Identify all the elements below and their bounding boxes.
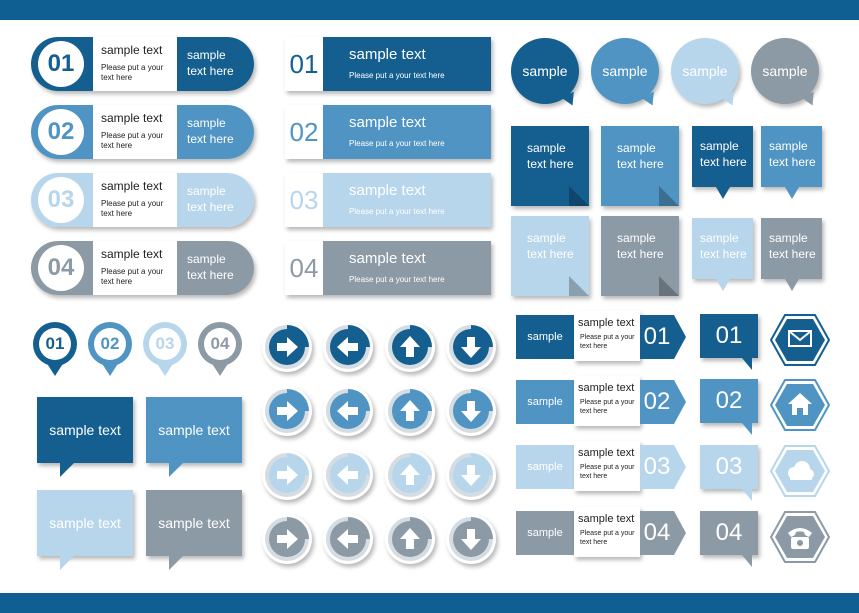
pill-subtext: Please put a your text here (101, 63, 164, 82)
speech-box-tail (60, 463, 74, 477)
ribbon-tag: sample (516, 315, 574, 359)
pill-title: sample text (101, 43, 163, 57)
pin-03[interactable] (143, 322, 187, 366)
arrow-core (453, 393, 489, 429)
number-box-tail (742, 358, 752, 370)
arrow-left-icon (335, 398, 361, 424)
rect-header-subtext: Please put a your text here (349, 139, 445, 148)
square-callout-04[interactable] (761, 218, 822, 279)
arrow-core (453, 329, 489, 365)
cloud-icon[interactable] (770, 445, 830, 497)
arrow-button[interactable] (385, 386, 435, 436)
arrow-button[interactable] (446, 322, 496, 372)
pill-label-03[interactable] (31, 173, 254, 227)
ribbon-number: 04 (640, 511, 674, 555)
ribbon-subtext: Please put a your text here (580, 399, 635, 415)
rect-header-04[interactable] (285, 241, 491, 295)
arrow-up-icon (397, 462, 423, 488)
arrow-core (269, 329, 305, 365)
number-box-tail (742, 555, 752, 567)
pill-label-04[interactable] (31, 241, 254, 295)
callout-text: sample text here (769, 139, 816, 169)
arrow-button[interactable] (446, 386, 496, 436)
rect-header-subtext: Please put a your text here (349, 71, 445, 80)
arrow-button[interactable] (323, 450, 373, 500)
callout-tail (716, 187, 730, 199)
ribbon-number: 03 (640, 445, 674, 489)
pill-title: sample text (101, 111, 163, 125)
ribbon-arrow (674, 511, 686, 555)
arrow-button[interactable] (323, 514, 373, 564)
pin-number: 04 (204, 328, 236, 360)
arrow-right-icon (274, 526, 300, 552)
callout-text: sample text here (700, 231, 747, 261)
arrow-up-icon (397, 526, 423, 552)
number-box-tail (742, 423, 752, 435)
ribbon-label-01[interactable] (516, 315, 686, 359)
pin-number: 03 (149, 328, 181, 360)
pill-subtext: Please put a your text here (101, 131, 164, 150)
folded-note-01[interactable] (511, 126, 589, 206)
arrow-core (453, 457, 489, 493)
arrow-left-icon (335, 462, 361, 488)
number-box-04[interactable]: 04 (700, 511, 758, 555)
pill-label-01[interactable] (31, 37, 254, 91)
rect-header-title: sample text (349, 182, 426, 199)
arrow-core (330, 457, 366, 493)
pill-subtext: Please put a your text here (101, 267, 164, 286)
rect-header-number: 03 (285, 173, 323, 227)
note-text: sample text here (527, 231, 574, 261)
arrow-button[interactable] (262, 386, 312, 436)
ribbon-label-04[interactable] (516, 511, 686, 555)
arrow-core (392, 457, 428, 493)
square-callout-01[interactable] (692, 126, 753, 187)
arrow-button[interactable] (385, 450, 435, 500)
arrow-core (269, 393, 305, 429)
arrow-right-icon (274, 462, 300, 488)
pill-title: sample text (101, 247, 163, 261)
rect-header-01[interactable] (285, 37, 491, 91)
ribbon-subtext: Please put a your text here (580, 464, 635, 480)
rect-header-number: 01 (285, 37, 323, 91)
pill-number: 02 (47, 118, 75, 145)
arrow-button[interactable] (385, 514, 435, 564)
callout-tail (785, 187, 799, 199)
rect-header-subtext: Please put a your text here (349, 275, 445, 284)
arrow-left-icon (335, 526, 361, 552)
number-box-03[interactable]: 03 (700, 445, 758, 489)
rect-header-number: 04 (285, 241, 323, 295)
folded-note-03[interactable] (511, 216, 589, 296)
pin-04[interactable] (198, 322, 242, 366)
ribbon-number: 02 (640, 380, 674, 424)
number-box-tail (742, 489, 752, 501)
arrow-button[interactable] (262, 514, 312, 564)
arrow-down-icon (458, 334, 484, 360)
ribbon-tag: sample (516, 380, 574, 424)
speech-box-01[interactable]: sample text (37, 397, 133, 463)
speech-box-04[interactable]: sample text (146, 490, 242, 556)
arrow-core (269, 457, 305, 493)
speech-box-tail (169, 463, 183, 477)
arrow-button[interactable] (262, 322, 312, 372)
arrow-button[interactable] (323, 386, 373, 436)
arrow-left-icon (335, 334, 361, 360)
arrow-core (453, 521, 489, 557)
pill-right-text: sample text here (187, 116, 234, 146)
square-callout-03[interactable] (692, 218, 753, 279)
arrow-down-icon (458, 462, 484, 488)
pill-title: sample text (101, 179, 163, 193)
arrow-core (392, 329, 428, 365)
ribbon-title: sample text (578, 513, 635, 525)
arrow-core (330, 329, 366, 365)
note-text: sample text here (617, 231, 664, 261)
pill-subtext: Please put a your text here (101, 199, 164, 218)
arrow-button[interactable] (446, 514, 496, 564)
speech-box-02[interactable]: sample text (146, 397, 242, 463)
arrow-right-icon (274, 334, 300, 360)
arrow-core (392, 393, 428, 429)
number-box-01[interactable]: 01 (700, 314, 758, 358)
ribbon-label-02[interactable] (516, 380, 686, 424)
square-callout-02[interactable] (761, 126, 822, 187)
ribbon-subtext: Please put a your text here (580, 530, 635, 546)
arrow-button[interactable] (446, 450, 496, 500)
pill-right-text: sample text here (187, 184, 234, 214)
ribbon-title: sample text (578, 317, 635, 329)
ribbon-number: 01 (640, 315, 674, 359)
callout-tail (716, 279, 730, 291)
rect-header-title: sample text (349, 46, 426, 63)
arrow-right-icon (274, 398, 300, 424)
ribbon-tag: sample (516, 511, 574, 555)
note-text: sample text here (617, 141, 664, 171)
speech-bubble-02[interactable]: sample (591, 38, 659, 104)
rect-header-subtext: Please put a your text here (349, 207, 445, 216)
rect-header-title: sample text (349, 114, 426, 131)
number-box-02[interactable]: 02 (700, 379, 758, 423)
ribbon-title: sample text (578, 447, 635, 459)
arrow-button[interactable] (323, 322, 373, 372)
ribbon-subtext: Please put a your text here (580, 334, 635, 350)
arrow-down-icon (458, 526, 484, 552)
pin-number: 02 (94, 328, 126, 360)
pin-01[interactable] (33, 322, 77, 366)
pill-right-text: sample text here (187, 252, 234, 282)
arrow-down-icon (458, 398, 484, 424)
callout-text: sample text here (700, 139, 747, 169)
ribbon-title: sample text (578, 382, 635, 394)
rect-header-title: sample text (349, 250, 426, 267)
ribbon-arrow (674, 445, 686, 489)
rect-header-02[interactable] (285, 105, 491, 159)
rect-header-03[interactable] (285, 173, 491, 227)
speech-bubble-01[interactable]: sample (511, 38, 579, 104)
ribbon-label-03[interactable] (516, 445, 686, 489)
home-icon[interactable] (770, 379, 830, 431)
arrow-button[interactable] (262, 450, 312, 500)
arrow-core (269, 521, 305, 557)
pill-number: 03 (47, 186, 75, 213)
callout-tail (785, 279, 799, 291)
arrow-up-icon (397, 398, 423, 424)
speech-bubble-04[interactable]: sample (751, 38, 819, 104)
folded-note-04[interactable] (601, 216, 679, 296)
folded-note-02[interactable] (601, 126, 679, 206)
pin-02[interactable] (88, 322, 132, 366)
arrow-core (330, 393, 366, 429)
ribbon-arrow (674, 315, 686, 359)
pin-number: 01 (39, 328, 71, 360)
phone-icon[interactable] (770, 511, 830, 563)
top-bar (0, 0, 859, 20)
ribbon-tag: sample (516, 445, 574, 489)
speech-bubble-03[interactable]: sample (671, 38, 739, 104)
arrow-up-icon (397, 334, 423, 360)
pill-right-text: sample text here (187, 48, 234, 78)
pill-label-02[interactable] (31, 105, 254, 159)
arrow-button[interactable] (385, 322, 435, 372)
callout-text: sample text here (769, 231, 816, 261)
pill-number: 04 (47, 254, 75, 281)
speech-box-tail (169, 556, 183, 570)
ribbon-arrow (674, 380, 686, 424)
note-text: sample text here (527, 141, 574, 171)
mail-icon[interactable] (770, 314, 830, 366)
arrow-core (330, 521, 366, 557)
speech-box-03[interactable]: sample text (37, 490, 133, 556)
pill-number: 01 (47, 50, 75, 77)
speech-box-tail (60, 556, 74, 570)
bottom-bar (0, 593, 859, 613)
rect-header-number: 02 (285, 105, 323, 159)
arrow-core (392, 521, 428, 557)
